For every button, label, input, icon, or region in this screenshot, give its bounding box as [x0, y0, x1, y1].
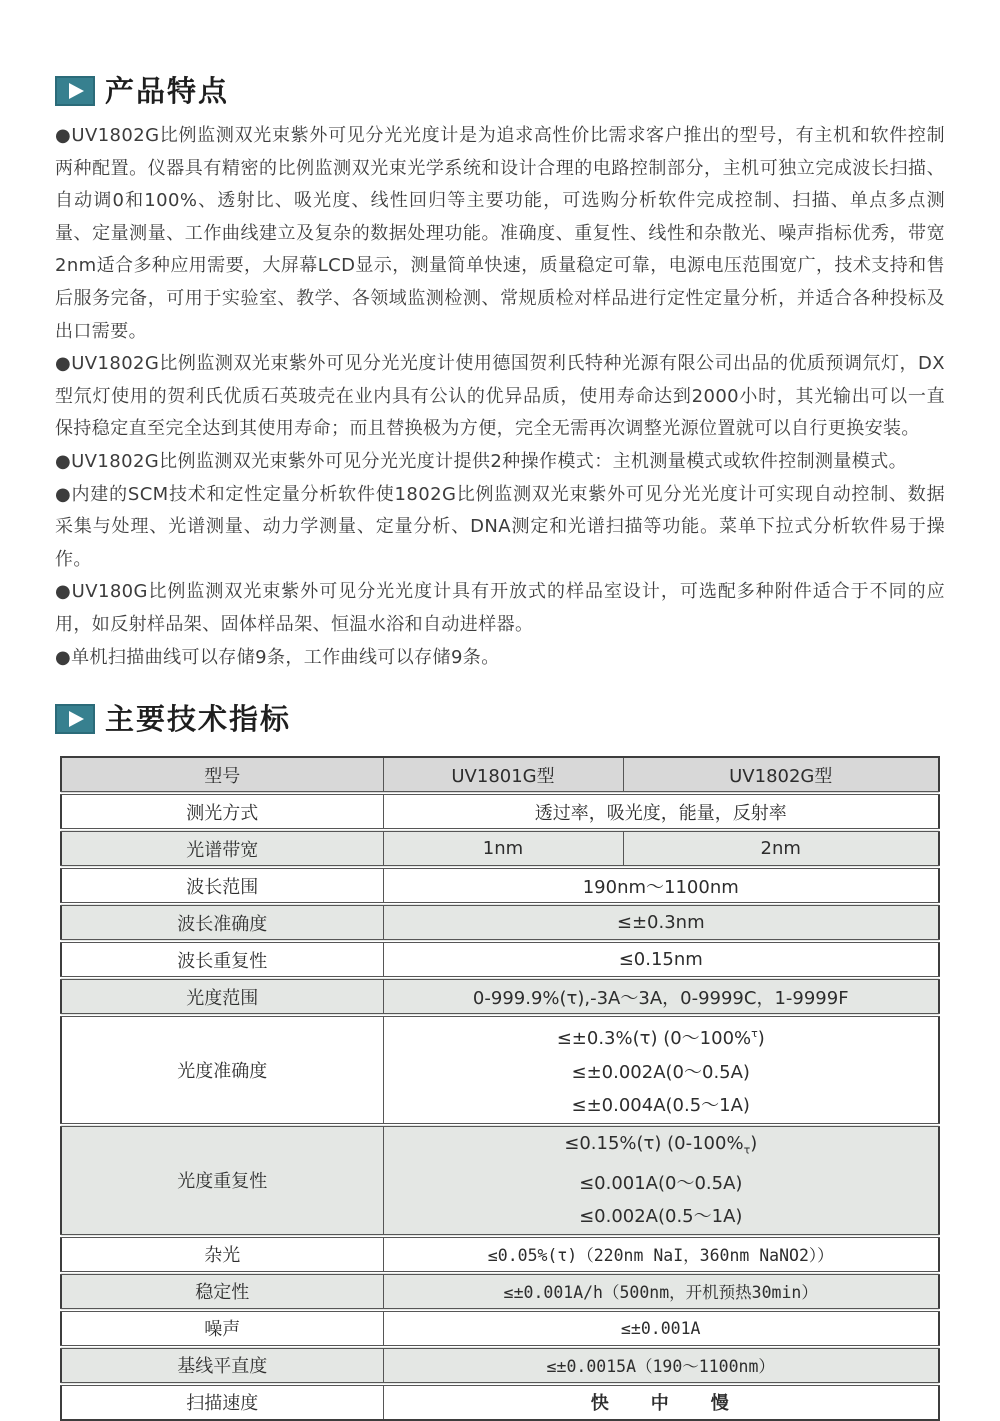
spec-value: ≤0.05%(τ)（220nm NaI，360nm NaNO2）） [383, 1236, 939, 1273]
spec-row-wavelength-range [61, 867, 939, 904]
play-triangle-icon [69, 711, 84, 727]
spec-row-scan-speed [61, 1384, 939, 1420]
spec-row-stray-light [61, 1236, 939, 1273]
spec-label: 测光方式 [61, 793, 383, 830]
feature-bullet: ●UV1802G比例监测双光束紫外可见分光光度计是为追求高性价比需求客户推出的型号，有主机和软件控制两种配置。仪器具有精密的比例监测双光束光学系统和设计合理的电路控制部分，主机可独立完成波长扫描、自动调0和100%、透射比、吸光度、线性回归等主要功能，可选购分析软件完成控制、扫描、单点多点测量、定量测量、工作曲线建立及复杂的数据处理功能。准确度、重复性、线性和杂散光、噪声指标优秀，带宽2nm适合多种应用需要，大屏幕LCD显示，测量简单快速，质量稳定可靠，电源电压范围宽广，技术支持和售后服务完备，可用于实验室、教学、各领域监测检测、常规质检对样品进行定性定量分析，并适合各种投标及出口需要。 [55, 125, 945, 342]
play-triangle-icon [69, 83, 84, 99]
section-header-specs [55, 701, 945, 736]
spec-row-photometric-accuracy [61, 1015, 939, 1125]
spec-label: 波长重复性 [61, 941, 383, 978]
spec-value: ≤±0.3%(τ) (0～100%$^\tau$) ≤±0.002A(0～0.5A) ≤±0.004A(0.5～1A) [383, 1015, 939, 1125]
spec-label: 扫描速度 [61, 1384, 383, 1420]
spec-value: 190nm～1100nm [383, 867, 939, 904]
spec-row-bandwidth [61, 830, 939, 867]
arrow-icon [55, 704, 95, 734]
spec-label: 杂光 [61, 1236, 383, 1273]
spec-value: ≤±0.3nm [383, 904, 939, 941]
arrow-icon [55, 76, 95, 106]
spec-value: 2nm [623, 830, 939, 867]
spec-label: 光度准确度 [61, 1015, 383, 1125]
spec-label: 型号 [61, 757, 383, 793]
subscript-tau: τ [743, 1143, 751, 1157]
spec-value: UV1802G型 [623, 757, 939, 793]
spec-label: 波长准确度 [61, 904, 383, 941]
feature-bullet: ●UV1802G比例监测双光束紫外可见分光光度计提供2种操作模式：主机测量模式或软件控制测量模式。 [55, 450, 907, 472]
spec-value: ≤0.15%(τ) $(0-100\%_\tau)$ ≤0.001A(0～0.5A) ≤0.002A(0.5～1A) [383, 1125, 939, 1236]
spec-row-photometric-repeatability [61, 1125, 939, 1236]
spec-label: 光度重复性 [61, 1125, 383, 1236]
spec-value: 1nm [383, 830, 623, 867]
spec-label: 光度范围 [61, 978, 383, 1015]
feature-bullet: ●UV1802G比例监测双光束紫外可见分光光度计使用德国贺利氏特种光源有限公司出品的优质预调氘灯，DX型氘灯使用的贺利氏优质石英玻壳在业内具有公认的优异品质，使用寿命达到2000小时，其光输出可以一直保持稳定直至完全达到其使用寿命；而且替换极为方便，完全无需再次调整光源位置就可以自行更换安装。 [55, 353, 945, 440]
spec-value: 透过率，吸光度，能量，反射率 [383, 793, 939, 830]
spec-value: ≤0.15nm [383, 941, 939, 978]
spec-label: 基线平直度 [61, 1347, 383, 1384]
spec-label: 稳定性 [61, 1273, 383, 1310]
feature-bullet: ●内建的SCM技术和定性定量分析软件使1802G比例监测双光束紫外可见分光光度计可实现自动控制、数据采集与处理、光谱测量、动力学测量、定量分析、DNA测定和光谱扫描等功能。菜单下拉式分析软件易于操作。 [55, 483, 945, 570]
spec-value: ≤±0.001A/h（500nm，开机预热30min） [383, 1273, 939, 1310]
spec-label: 噪声 [61, 1310, 383, 1347]
spec-table [60, 756, 940, 1421]
spec-value: ≤±0.001A [383, 1310, 939, 1347]
superscript-tau: τ [751, 1027, 758, 1041]
spec-value: ≤±0.0015A（190～1100nm） [383, 1347, 939, 1384]
spec-row-measure-mode [61, 793, 939, 830]
spec-value: 快 中 慢 [383, 1384, 939, 1420]
spec-label: 光谱带宽 [61, 830, 383, 867]
spec-row-wavelength-repeatability [61, 941, 939, 978]
spec-value: UV1801G型 [383, 757, 623, 793]
section-title: 主要技术指标 [105, 701, 292, 736]
spec-row-photometric-range [61, 978, 939, 1015]
section-title: 产品特点 [105, 73, 230, 108]
spec-row-wavelength-accuracy [61, 904, 939, 941]
spec-row-baseline-flatness [61, 1347, 939, 1384]
spec-row-stability [61, 1273, 939, 1310]
spec-value: 0-999.9%(τ),-3A～3A，0-9999C，1-9999F [383, 978, 939, 1015]
spec-label: 波长范围 [61, 867, 383, 904]
feature-bullet: ●UV180G比例监测双光束紫外可见分光光度计具有开放式的样品室设计，可选配多种附件适合于不同的应用，如反射样品架、固体样品架、恒温水浴和自动进样器。 [55, 581, 945, 635]
section-header-features [55, 73, 945, 108]
feature-bullet-list [55, 120, 945, 674]
feature-bullet: ●单机扫描曲线可以存储9条，工作曲线可以存储9条。 [55, 646, 500, 668]
spec-row-model [61, 757, 939, 793]
spec-row-noise [61, 1310, 939, 1347]
